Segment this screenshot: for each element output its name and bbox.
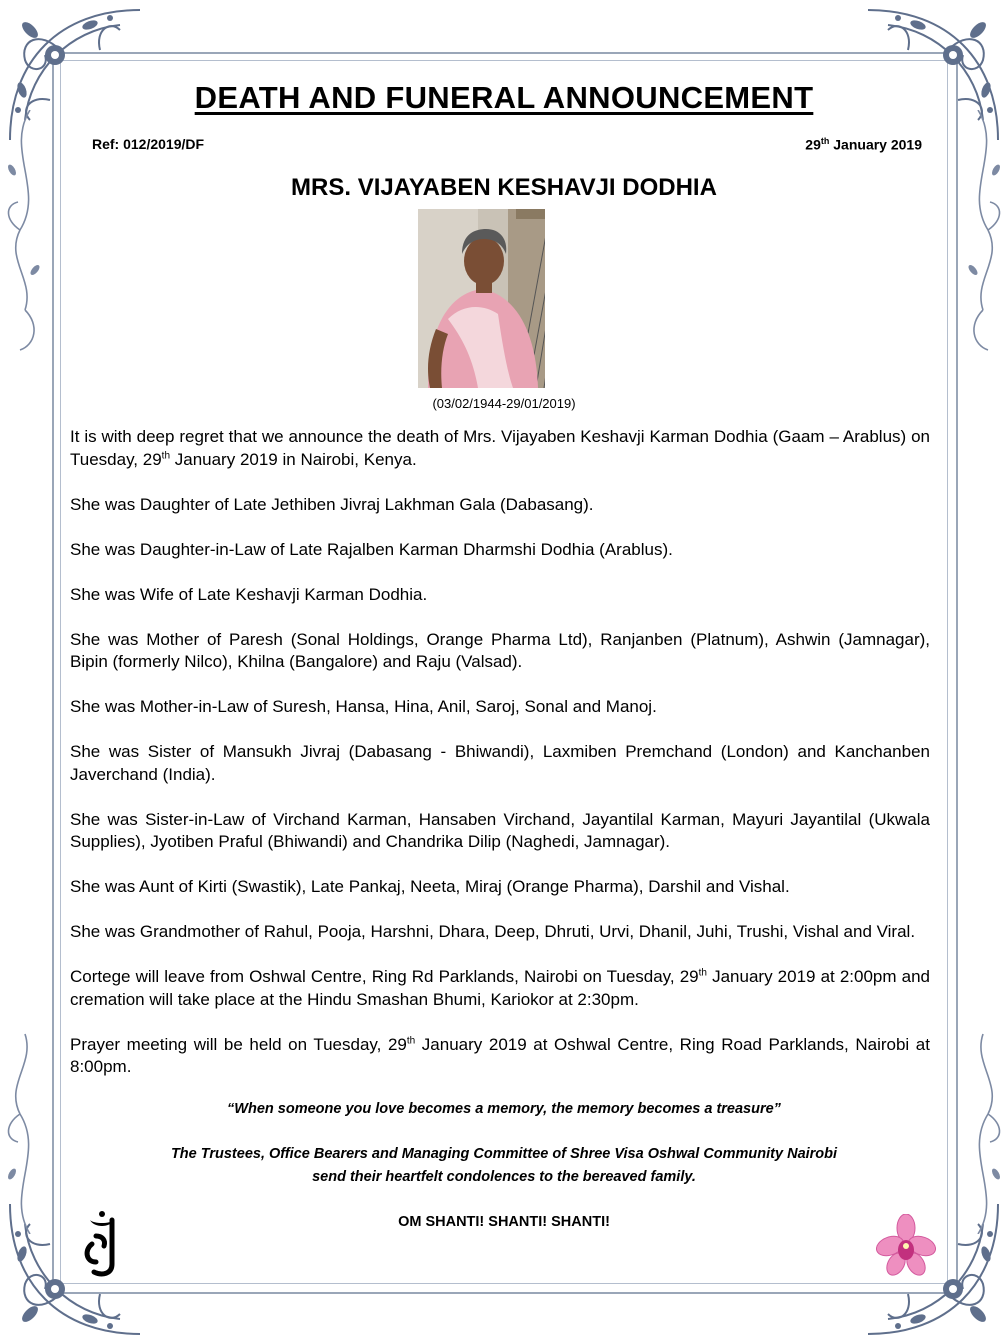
paragraph-prayer-meeting: Prayer meeting will be held on Tuesday, 29th January 2019 at Oshwal Centre, Ring Road Parklands, Nairobi at 8:00pm. [70, 1034, 930, 1076]
deceased-name: MRS. VIJAYABEN KESHAVJI DODHIA [291, 174, 717, 201]
paragraph-sister-in-law: She was Sister-in-Law of Virchand Karman, Hansaben Virchand, Jayantilal Karman, Mayuri Jayantilal (Ukwala Supplies), Jyotiben Praful (Bhiwandi) and Chandrika Dilip (Naghedi, Jamnagar). [70, 809, 930, 851]
paragraph-mother-in-law: She was Mother-in-Law of Suresh, Hansa, Hina, Anil, Saroj, Sonal and Manoj. [70, 697, 657, 716]
condolence-message [0, 1143, 1008, 1189]
paragraph-cortege: Cortege will leave from Oshwal Centre, Ring Rd Parklands, Nairobi on Tuesday, 29th January 2019 at 2:00pm and cremation will take place at the Hindu Smashan Bhumi, Kariokor at 2:30pm. [70, 967, 930, 1009]
memorial-quote: “When someone you love becomes a memory, the memory becomes a treasure” [227, 1101, 781, 1117]
announcement-body [70, 426, 930, 1079]
paragraph-sister: She was Sister of Mansukh Jivraj (Dabasang - Bhiwandi), Laxmiben Premchand (London) and Kanchanben Javerchand (India). [70, 742, 930, 784]
paragraph-wife: She was Wife of Late Keshavji Karman Dodhia. [70, 584, 428, 604]
announcement-title: DEATH AND FUNERAL ANNOUNCEMENT [194, 80, 814, 115]
om-shanti-text: OM SHANTI! SHANTI! SHANTI! [398, 1214, 610, 1230]
jain-symbol-icon [80, 1206, 124, 1280]
paragraph-mother: She was Mother of Paresh (Sonal Holdings, Orange Pharma Ltd), Ranjanben (Platnum), Ashwin (Jamnagar), Bipin (formerly Nilco), Khilna (Bangalore) and Raju (Valsad). [70, 629, 930, 671]
life-dates: (03/02/1944-29/01/2019) [432, 396, 576, 411]
condolence-line-2: send their heartfelt condolences to the bereaved family. [312, 1169, 696, 1185]
side-scroll-ornament-icon [958, 110, 1008, 370]
side-scroll-ornament-icon [0, 110, 50, 370]
orchid-flower-icon [876, 1214, 936, 1278]
reference-number: Ref: 012/2019/DF [92, 136, 205, 152]
paragraph-grandmother: She was Grandmother of Rahul, Pooja, Harshni, Dhara, Deep, Dhruti, Urvi, Dhanil, Juhi, Trushi, Vishal and Viral. [70, 922, 916, 941]
paragraph-daughter: She was Daughter of Late Jethiben Jivraj Lakhman Gala (Dabasang). [70, 494, 594, 514]
paragraph-daughter-in-law: She was Daughter-in-Law of Late Rajalben Karman Dharmshi Dodhia (Arablus). [70, 539, 673, 559]
condolence-line-1: The Trustees, Office Bearers and Managing Committee of Shree Visa Oshwal Community Nairobi [170, 1146, 838, 1162]
paragraph-death-notice: It is with deep regret that we announce the death of Mrs. Vijayaben Keshavji Karman Dodhia (Gaam – Arablus) on Tuesday, 29th January 2019 in Nairobi, Kenya. [70, 427, 930, 469]
paragraph-aunt: She was Aunt of Kirti (Swastik), Late Pankaj, Neeta, Miraj (Orange Pharma), Darshil and Vishal. [70, 877, 790, 896]
deceased-portrait-photo [418, 209, 545, 388]
announcement-date: 29th January 2019 [805, 136, 922, 153]
